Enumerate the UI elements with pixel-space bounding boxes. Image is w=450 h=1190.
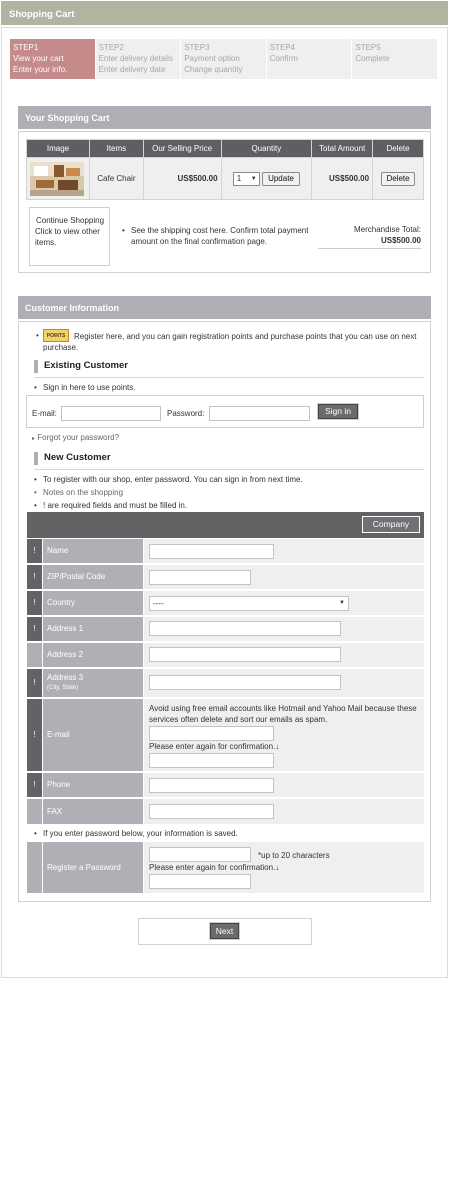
col-items: Items (89, 140, 143, 158)
forgot-password-link[interactable] (32, 433, 119, 442)
name-input[interactable] (149, 544, 274, 559)
points-badge-icon: POINTS (43, 329, 69, 342)
chevron-down-icon: ▼ (250, 175, 257, 182)
merch-total-label: Merchandise Total: (354, 225, 421, 234)
address2-label: Address 2 (43, 643, 143, 667)
item-total: US$500.00 (312, 158, 373, 200)
step-number: STEP5 (355, 43, 381, 52)
points-text: Register here, and you can gain registration points and purchase points that you can use on next purchase. (43, 332, 417, 352)
continue-shopping-sub: Click to view other items. (35, 227, 100, 247)
required-mark: ! (27, 669, 42, 697)
col-quantity: Quantity (221, 140, 312, 158)
cafe-chair-thumbnail[interactable] (30, 162, 84, 196)
col-delete: Delete (373, 140, 424, 158)
divider (34, 377, 424, 378)
password-hint: *up to 20 characters (258, 851, 330, 860)
address3-input[interactable] (149, 675, 341, 690)
step-line1: View your cart (13, 54, 64, 63)
page-title: Shopping Cart (1, 1, 448, 25)
triangle-right-icon: ▸ (32, 436, 36, 442)
password-confirm-input[interactable] (149, 874, 251, 889)
checkout-steps (10, 39, 438, 79)
step-5 (352, 39, 437, 79)
fax-label: FAX (43, 799, 143, 824)
new-note-3: • ! are required fields and must be filled in. (43, 501, 187, 510)
existing-customer-title: Existing Customer (34, 360, 424, 373)
step-2 (96, 39, 181, 79)
step-line1: Enter delivery details (98, 54, 173, 63)
step-line1: Complete (355, 54, 390, 63)
step-number: STEP3 (184, 43, 210, 52)
step-line1: Payment option (184, 54, 240, 63)
required-mark: ! (27, 539, 42, 563)
required-mark: ! (27, 565, 42, 589)
company-button[interactable]: Company (362, 516, 420, 533)
name-label: Name (43, 539, 143, 563)
new-customer-title: New Customer (34, 452, 424, 465)
signin-email-input[interactable] (61, 406, 161, 421)
step-line2: Enter your info. (13, 65, 68, 74)
col-total: Total Amount (312, 140, 373, 158)
optional-mark (27, 842, 42, 893)
email-note: Avoid using free email accounts like Hotmail and Yahoo Mail because these services often delete and sort our emails as spam. (149, 704, 417, 724)
address3-title: Address 3 (47, 673, 84, 682)
step-3 (181, 39, 266, 79)
required-mark: ! (27, 773, 42, 797)
step-4 (267, 39, 352, 79)
item-image-cell (27, 158, 90, 200)
points-bullet: • (36, 331, 39, 340)
divider (34, 469, 424, 470)
country-select[interactable] (149, 596, 349, 611)
required-mark: ! (27, 591, 42, 615)
table-row (27, 158, 424, 200)
chevron-down-icon: ▼ (339, 600, 345, 606)
phone-input[interactable] (149, 778, 274, 793)
forgot-password-label: Forgot your password? (37, 433, 120, 442)
cart-heading: Your Shopping Cart (18, 106, 431, 129)
shipping-note-post: . Confirm total payment amount on the final confirmation page. (131, 226, 309, 246)
password-note: • If you enter password below, your information is saved. (43, 829, 238, 838)
country-value: ---- (153, 599, 164, 608)
step-line2: Change quantity (184, 65, 243, 74)
zip-input[interactable] (149, 570, 251, 585)
item-price: US$500.00 (143, 158, 221, 200)
country-label: Country (43, 591, 143, 615)
address3-label (43, 669, 143, 697)
quantity-value: 1 (236, 173, 242, 183)
email-label: E-mail: (32, 409, 57, 418)
shipping-note-pre: See the shipping cost (131, 226, 210, 235)
step-line2: Enter delivery date (98, 65, 166, 74)
step-number: STEP4 (269, 43, 296, 52)
cart-header-row (27, 140, 424, 158)
update-button[interactable]: Update (262, 172, 300, 186)
quantity-select[interactable] (233, 172, 260, 186)
register-password-label: Register a Password (43, 842, 143, 893)
shopping-notes-link[interactable]: • Notes on the shopping (43, 488, 123, 497)
shipping-note (131, 225, 311, 247)
optional-mark (27, 799, 42, 824)
step-line1: Confirm (269, 54, 298, 63)
delete-button[interactable]: Delete (381, 172, 415, 186)
cart-table (26, 139, 424, 200)
email-row-label: E-mail (43, 699, 143, 771)
step-1 (10, 39, 95, 79)
required-mark: ! (27, 699, 42, 771)
next-button[interactable]: Next (210, 923, 239, 939)
col-price: Our Selling Price (143, 140, 221, 158)
step-number: STEP2 (98, 43, 124, 52)
address1-input[interactable] (149, 621, 341, 636)
step-number: STEP1 (13, 43, 39, 52)
password-confirm-label: Please enter again for confirmation.↓ (149, 863, 280, 872)
col-image: Image (27, 140, 90, 158)
signin-password-input[interactable] (209, 406, 310, 421)
email-input[interactable] (149, 726, 274, 741)
quantity-cell (221, 158, 312, 200)
phone-label: Phone (43, 773, 143, 797)
optional-mark (27, 643, 42, 667)
existing-note: • Sign in here to use points. (43, 383, 136, 392)
email-confirm-input[interactable] (149, 753, 274, 768)
password-label: Password: (167, 409, 205, 418)
address2-input[interactable] (149, 647, 341, 662)
address1-label: Address 1 (43, 617, 143, 641)
item-name[interactable]: Cafe Chair (89, 158, 143, 200)
signin-button[interactable]: Sign in (318, 404, 358, 419)
register-password-input[interactable] (149, 847, 251, 862)
continue-shopping-box[interactable] (29, 207, 110, 266)
merch-total-value: US$500.00 (380, 236, 421, 245)
required-mark: ! (27, 617, 42, 641)
zip-label: ZIP/Postal Code (43, 565, 143, 589)
fax-input[interactable] (149, 804, 274, 819)
delete-cell (373, 158, 424, 200)
shipping-link[interactable]: here (209, 226, 226, 235)
email-confirm-label: Please enter again for confirmation.↓ (149, 742, 280, 751)
customer-info-heading: Customer Information (18, 296, 431, 319)
merch-total (318, 224, 421, 249)
new-note-1: • To register with our shop, enter password. You can sign in from next time. (43, 475, 303, 484)
continue-shopping-link[interactable]: Continue Shopping (35, 216, 105, 225)
address3-sub: (City, State) (47, 685, 79, 691)
